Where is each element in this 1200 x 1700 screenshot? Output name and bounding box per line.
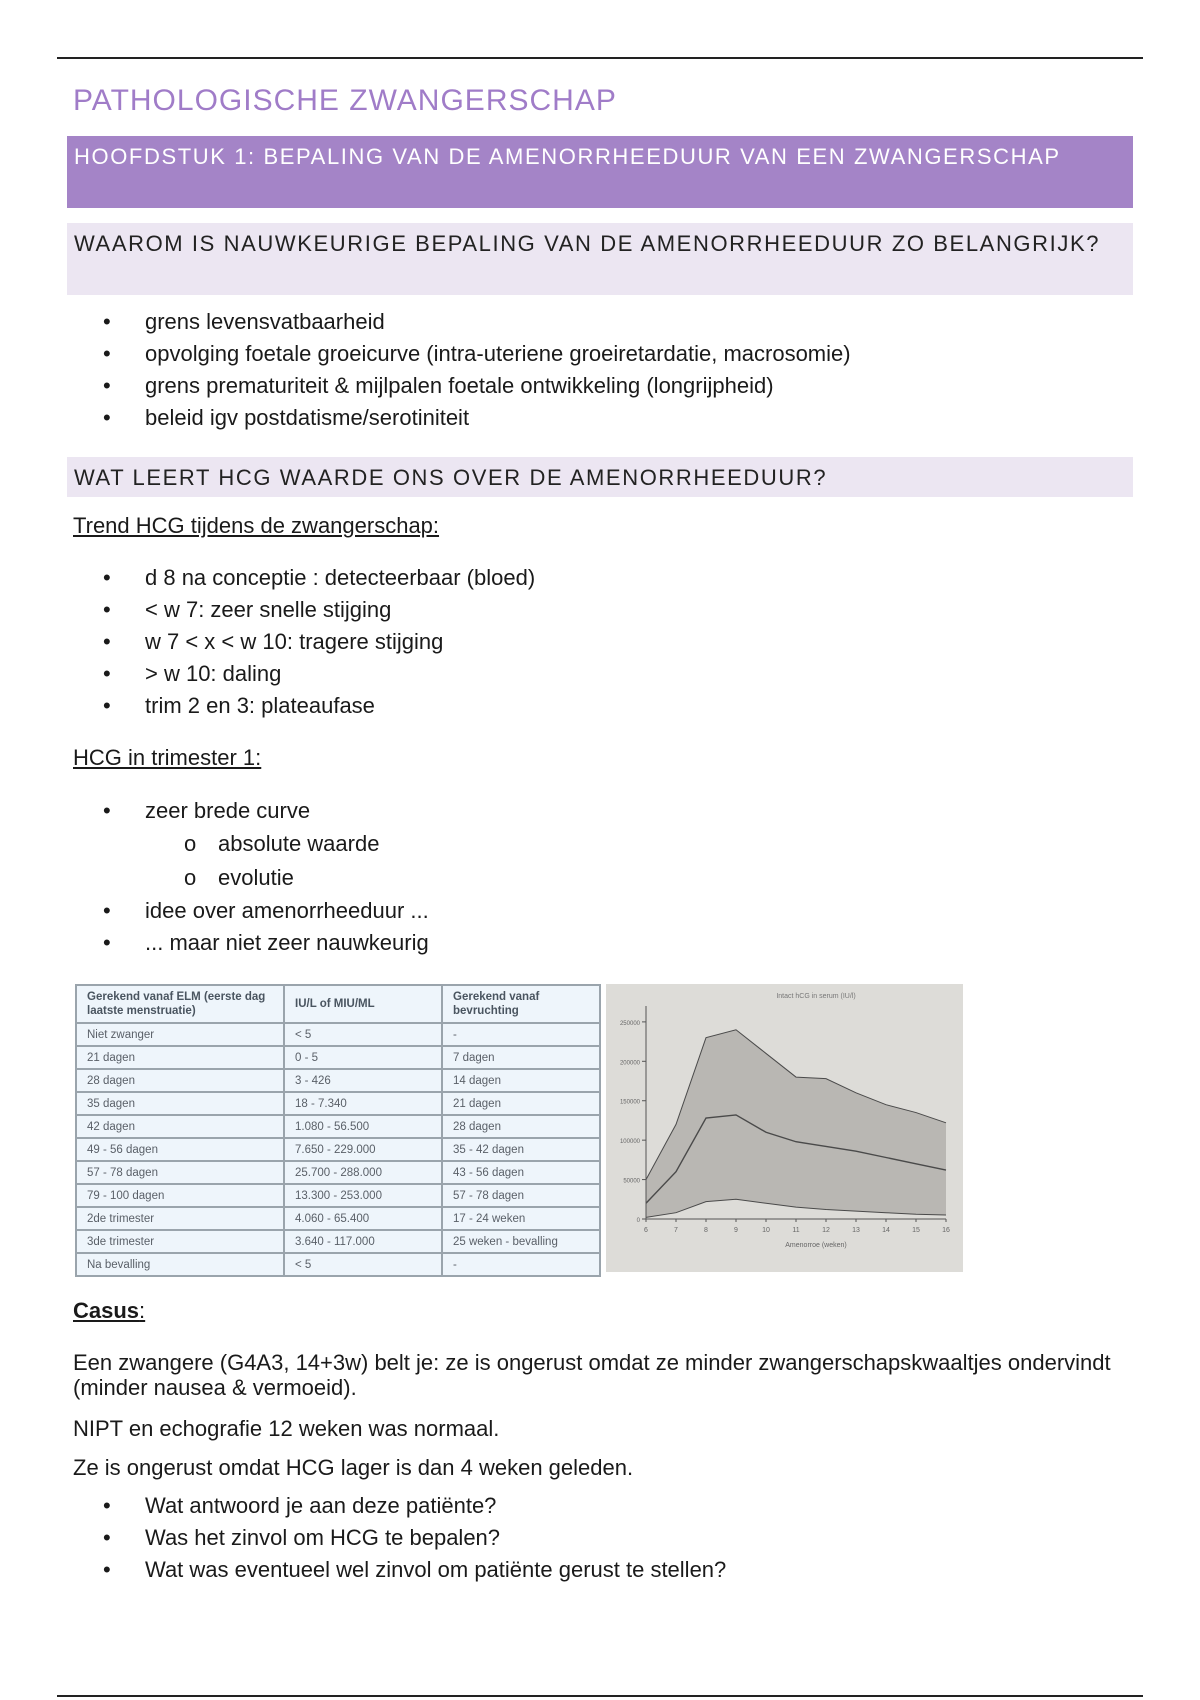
y-tick-label: 100000 bbox=[619, 1139, 640, 1146]
y-tick-label: 50000 bbox=[623, 1178, 640, 1185]
section-heading-hcg: WAT LEERT HCG WAARDE ONS OVER DE AMENORRHEEDUUR? bbox=[67, 457, 1133, 497]
x-tick-label: 10 bbox=[762, 1227, 770, 1234]
table-cell: 7 dagen bbox=[442, 1046, 600, 1069]
casus-paragraph-3: Ze is ongerust omdat HCG lager is dan 4 weken geleden. bbox=[73, 1455, 634, 1480]
y-tick-label: 0 bbox=[636, 1218, 640, 1224]
table-cell: 35 - 42 dagen bbox=[442, 1138, 600, 1161]
table-cell: 42 dagen bbox=[76, 1115, 284, 1138]
table-cell: 28 dagen bbox=[442, 1115, 600, 1138]
trimester1-label: HCG in trimester 1: bbox=[73, 745, 262, 770]
table-cell: 28 dagen bbox=[76, 1069, 284, 1092]
table-row bbox=[76, 1161, 600, 1184]
bottom-rule bbox=[57, 1695, 1143, 1697]
casus-label: Casus bbox=[73, 1298, 140, 1323]
table-row bbox=[76, 1230, 600, 1253]
list-item: • < w 7: zeer snelle stijging bbox=[67, 594, 535, 626]
table-cell: Niet zwanger bbox=[76, 1023, 284, 1046]
table-cell: < 5 bbox=[284, 1253, 442, 1276]
table-cell: 35 dagen bbox=[76, 1092, 284, 1115]
table-cell: 3 - 426 bbox=[284, 1069, 442, 1092]
list-item: • w 7 < x < w 10: tragere stijging bbox=[67, 626, 535, 658]
table-row bbox=[76, 1023, 600, 1046]
list-item: • d 8 na conceptie : detecteerbaar (bloed) bbox=[67, 562, 535, 594]
list-item: • zeer brede curve bbox=[67, 795, 429, 827]
table-cell: < 5 bbox=[284, 1023, 442, 1046]
table-row bbox=[76, 1138, 600, 1161]
table-cell: Na bevalling bbox=[76, 1253, 284, 1276]
table-cell: 2de trimester bbox=[76, 1207, 284, 1230]
chart-title: Intact hCG in serum (IU/l) bbox=[776, 993, 856, 1000]
x-tick-label: 12 bbox=[822, 1227, 830, 1234]
table-cell: - bbox=[442, 1253, 600, 1276]
list-item: • beleid igv postdatisme/serotiniteit bbox=[67, 402, 851, 434]
table-row bbox=[76, 1069, 600, 1092]
x-tick-label: 14 bbox=[882, 1227, 890, 1234]
trend-list bbox=[67, 562, 535, 722]
y-tick-label: 150000 bbox=[619, 1099, 640, 1106]
casus-paragraph-2: NIPT en echografie 12 weken was normaal. bbox=[73, 1416, 500, 1441]
table-cell: 25 weken - bevalling bbox=[442, 1230, 600, 1253]
x-tick-label: 16 bbox=[942, 1227, 950, 1234]
sub-list-item: o absolute waarde bbox=[67, 827, 429, 861]
x-tick-label: 15 bbox=[912, 1227, 920, 1234]
list-item: • idee over amenorrheeduur ... bbox=[67, 895, 429, 927]
list-item: • trim 2 en 3: plateaufase bbox=[67, 690, 535, 722]
table-cell: 0 - 5 bbox=[284, 1046, 442, 1069]
x-tick-label: 13 bbox=[852, 1227, 860, 1234]
document-title: PATHOLOGISCHE ZWANGERSCHAP bbox=[73, 84, 617, 117]
y-tick-label: 250000 bbox=[619, 1020, 640, 1027]
table-cell: 4.060 - 65.400 bbox=[284, 1207, 442, 1230]
x-tick-label: 7 bbox=[674, 1227, 678, 1234]
trimester1-list bbox=[67, 795, 429, 959]
y-tick-label: 200000 bbox=[619, 1060, 640, 1067]
list-item: • ... maar niet zeer nauwkeurig bbox=[67, 927, 429, 959]
table-cell: 3de trimester bbox=[76, 1230, 284, 1253]
list-item: • Wat was eventueel wel zinvol om patiënte gerust te stellen? bbox=[67, 1554, 726, 1586]
hcg-reference-table bbox=[75, 984, 601, 1277]
column-header: IU/L of MIU/ML bbox=[284, 985, 442, 1023]
hcg-chart bbox=[606, 984, 963, 1272]
chapter-heading: HOOFDSTUK 1: BEPALING VAN DE AMENORRHEEDUUR VAN EEN ZWANGERSCHAP bbox=[67, 136, 1133, 208]
hcg-chart-svg bbox=[606, 984, 963, 1272]
sub-list-item: o evolutie bbox=[67, 861, 429, 895]
table-cell: 18 - 7.340 bbox=[284, 1092, 442, 1115]
table-cell: 21 dagen bbox=[76, 1046, 284, 1069]
table-cell: 79 - 100 dagen bbox=[76, 1184, 284, 1207]
table-cell: 21 dagen bbox=[442, 1092, 600, 1115]
table-row bbox=[76, 1092, 600, 1115]
table-cell: 7.650 - 229.000 bbox=[284, 1138, 442, 1161]
table-cell: 25.700 - 288.000 bbox=[284, 1161, 442, 1184]
table-cell: 49 - 56 dagen bbox=[76, 1138, 284, 1161]
list-item: • Was het zinvol om HCG te bepalen? bbox=[67, 1522, 726, 1554]
column-header: Gerekend vanaf bevruchting bbox=[442, 985, 600, 1023]
range-band bbox=[646, 1030, 946, 1218]
table-cell: 57 - 78 dagen bbox=[442, 1184, 600, 1207]
x-tick-label: 6 bbox=[644, 1227, 648, 1234]
list-item: • grens levensvatbaarheid bbox=[67, 306, 851, 338]
list-item: • Wat antwoord je aan deze patiënte? bbox=[67, 1490, 726, 1522]
list-item: • > w 10: daling bbox=[67, 658, 535, 690]
table-cell: 14 dagen bbox=[442, 1069, 600, 1092]
x-tick-label: 8 bbox=[704, 1227, 708, 1234]
x-tick-label: 11 bbox=[792, 1227, 800, 1234]
table-header-row bbox=[76, 985, 600, 1023]
table-cell: 3.640 - 117.000 bbox=[284, 1230, 442, 1253]
top-rule bbox=[57, 57, 1143, 59]
casus-questions bbox=[67, 1490, 726, 1586]
table-row bbox=[76, 1046, 600, 1069]
casus-paragraph-1: Een zwangere (G4A3, 14+3w) belt je: ze is ongerust omdat ze minder zwangerschapskwaaltjes ondervindt (minder nausea & vermoeid). bbox=[73, 1350, 1111, 1400]
trend-label: Trend HCG tijdens de zwangerschap: bbox=[73, 513, 440, 538]
casus-colon: : bbox=[139, 1298, 146, 1323]
table-row bbox=[76, 1115, 600, 1138]
column-header: Gerekend vanaf ELM (eerste dag laatste menstruatie) bbox=[76, 985, 284, 1023]
table-cell: 1.080 - 56.500 bbox=[284, 1115, 442, 1138]
list-item: • opvolging foetale groeicurve (intra-uteriene groeiretardatie, macrosomie) bbox=[67, 338, 851, 370]
importance-list bbox=[67, 306, 851, 434]
table-row bbox=[76, 1207, 600, 1230]
table-cell: 43 - 56 dagen bbox=[442, 1161, 600, 1184]
section-heading-importance: WAAROM IS NAUWKEURIGE BEPALING VAN DE AMENORRHEEDUUR ZO BELANGRIJK? bbox=[67, 223, 1133, 295]
x-axis-label: Amenorroe (weken) bbox=[785, 1242, 847, 1249]
table-row bbox=[76, 1253, 600, 1276]
casus-heading bbox=[73, 1298, 145, 1324]
table-cell: - bbox=[442, 1023, 600, 1046]
table-row bbox=[76, 1184, 600, 1207]
table-cell: 17 - 24 weken bbox=[442, 1207, 600, 1230]
x-tick-label: 9 bbox=[734, 1227, 738, 1234]
table-cell: 13.300 - 253.000 bbox=[284, 1184, 442, 1207]
list-item: • grens prematuriteit & mijlpalen foetale ontwikkeling (longrijpheid) bbox=[67, 370, 851, 402]
table-cell: 57 - 78 dagen bbox=[76, 1161, 284, 1184]
